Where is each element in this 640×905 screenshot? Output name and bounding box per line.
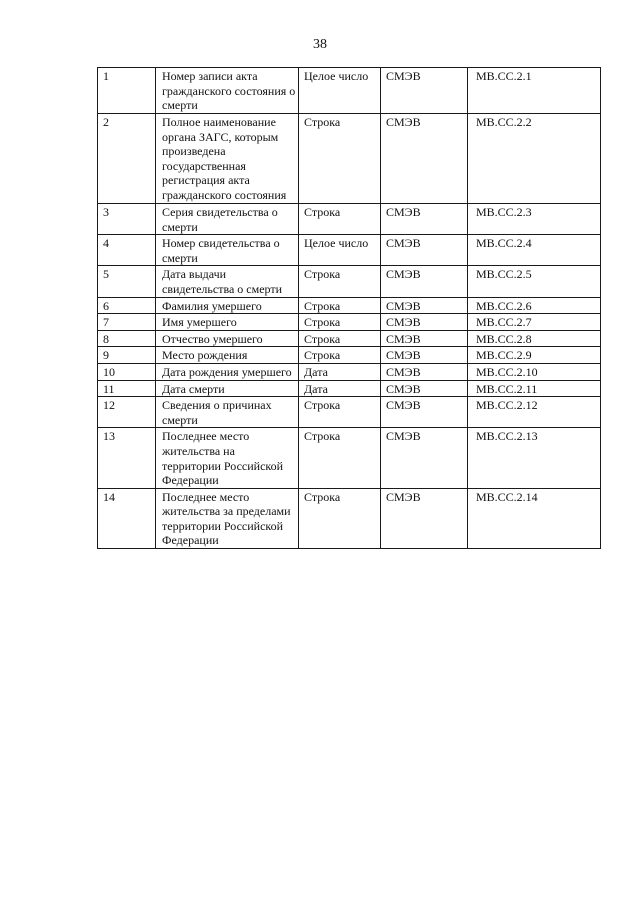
field-code: МВ.СС.2.10 <box>468 363 601 380</box>
table-row <box>98 330 601 347</box>
field-name: Фамилия умершего <box>156 297 299 314</box>
field-type: Строка <box>299 114 381 204</box>
field-type: Строка <box>299 397 381 428</box>
field-code: МВ.СС.2.8 <box>468 330 601 347</box>
field-source: СМЭВ <box>381 488 468 548</box>
field-type: Строка <box>299 330 381 347</box>
field-source: СМЭВ <box>381 397 468 428</box>
field-type: Строка <box>299 204 381 235</box>
field-name: Номер записи акта гражданского состояния о смерти <box>156 68 299 114</box>
field-type: Целое число <box>299 68 381 114</box>
table-row <box>98 347 601 364</box>
field-code: МВ.СС.2.3 <box>468 204 601 235</box>
field-source: СМЭВ <box>381 314 468 331</box>
field-source: СМЭВ <box>381 114 468 204</box>
field-code: МВ.СС.2.5 <box>468 266 601 297</box>
field-name: Дата рождения умершего <box>156 363 299 380</box>
table-row <box>98 297 601 314</box>
row-number: 2 <box>98 114 156 204</box>
field-type: Строка <box>299 314 381 331</box>
row-number: 13 <box>98 428 156 488</box>
row-number: 9 <box>98 347 156 364</box>
field-code: МВ.СС.2.4 <box>468 235 601 266</box>
field-code: МВ.СС.2.13 <box>468 428 601 488</box>
field-name: Имя умершего <box>156 314 299 331</box>
field-code: МВ.СС.2.2 <box>468 114 601 204</box>
field-name: Номер свидетельства о смерти <box>156 235 299 266</box>
field-name: Последнее место жительства на территории Российской Федерации <box>156 428 299 488</box>
field-source: СМЭВ <box>381 428 468 488</box>
row-number: 3 <box>98 204 156 235</box>
field-type: Дата <box>299 363 381 380</box>
field-type: Дата <box>299 380 381 397</box>
page-number: 38 <box>313 37 327 52</box>
table-row <box>98 68 601 114</box>
table-row <box>98 235 601 266</box>
field-type: Целое число <box>299 235 381 266</box>
field-code: МВ.СС.2.6 <box>468 297 601 314</box>
row-number: 6 <box>98 297 156 314</box>
row-number: 4 <box>98 235 156 266</box>
field-code: МВ.СС.2.7 <box>468 314 601 331</box>
field-name: Дата смерти <box>156 380 299 397</box>
table-row <box>98 266 601 297</box>
table-row <box>98 314 601 331</box>
row-number: 8 <box>98 330 156 347</box>
row-number: 12 <box>98 397 156 428</box>
data-field-table <box>97 67 601 549</box>
field-code: МВ.СС.2.1 <box>468 68 601 114</box>
field-name: Полное наименование органа ЗАГС, которым произведена государственная регистрация акта гражданского состояния <box>156 114 299 204</box>
field-code: МВ.СС.2.14 <box>468 488 601 548</box>
field-name: Сведения о причинах смерти <box>156 397 299 428</box>
field-name: Последнее место жительства за пределами территории Российской Федерации <box>156 488 299 548</box>
table-row <box>98 204 601 235</box>
table-row <box>98 397 601 428</box>
field-source: СМЭВ <box>381 363 468 380</box>
field-name: Отчество умершего <box>156 330 299 347</box>
table-row <box>98 363 601 380</box>
row-number: 11 <box>98 380 156 397</box>
field-type: Строка <box>299 347 381 364</box>
field-name: Место рождения <box>156 347 299 364</box>
table-row <box>98 380 601 397</box>
field-name: Дата выдачи свидетельства о смерти <box>156 266 299 297</box>
field-source: СМЭВ <box>381 266 468 297</box>
field-type: Строка <box>299 428 381 488</box>
row-number: 1 <box>98 68 156 114</box>
field-source: СМЭВ <box>381 68 468 114</box>
field-source: СМЭВ <box>381 235 468 266</box>
row-number: 10 <box>98 363 156 380</box>
field-source: СМЭВ <box>381 297 468 314</box>
field-source: СМЭВ <box>381 347 468 364</box>
row-number: 7 <box>98 314 156 331</box>
row-number: 5 <box>98 266 156 297</box>
field-type: Строка <box>299 297 381 314</box>
field-source: СМЭВ <box>381 330 468 347</box>
field-type: Строка <box>299 488 381 548</box>
field-code: МВ.СС.2.11 <box>468 380 601 397</box>
table-row <box>98 488 601 548</box>
field-source: СМЭВ <box>381 380 468 397</box>
table-row <box>98 428 601 488</box>
field-code: МВ.СС.2.9 <box>468 347 601 364</box>
table-row <box>98 114 601 204</box>
field-type: Строка <box>299 266 381 297</box>
row-number: 14 <box>98 488 156 548</box>
field-code: МВ.СС.2.12 <box>468 397 601 428</box>
field-source: СМЭВ <box>381 204 468 235</box>
field-name: Серия свидетельства о смерти <box>156 204 299 235</box>
